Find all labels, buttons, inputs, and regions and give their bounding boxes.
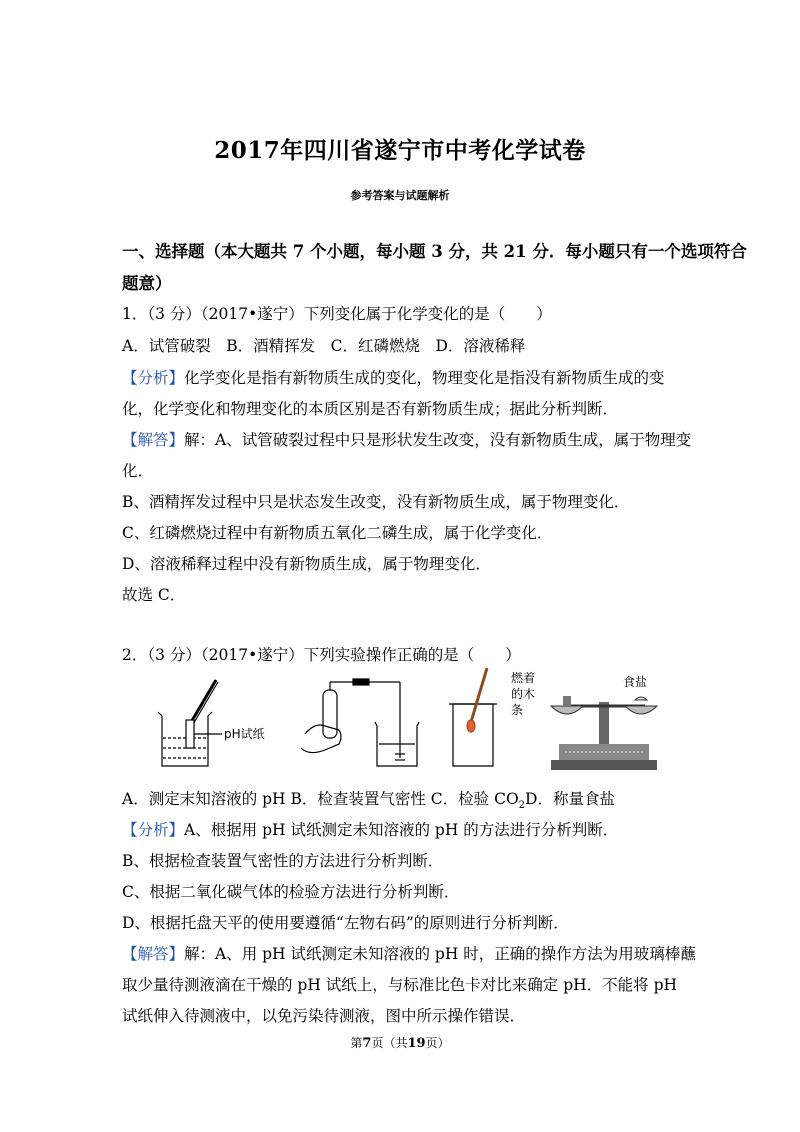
q1-answer-line5: D、溶液稀释过程中没有新物质生成，属于物理变化．: [122, 555, 491, 573]
burning-label-1: 燃着: [511, 671, 536, 685]
footer-suffix: 页）: [425, 1036, 450, 1050]
q2-options-d: D．称量食盐: [525, 790, 615, 808]
q1-analysis-line1: [122, 366, 665, 388]
q2-analysis-line2: B、根据检查装置气密性的方法进行分析判断．: [122, 852, 444, 870]
q2-analysis-line3: C、根据二氧化碳气体的检验方法进行分析判断．: [122, 883, 460, 901]
q2-options: [122, 787, 615, 811]
page-title: 2017年四川省遂宁市中考化学试卷: [214, 137, 586, 164]
q2-analysis-line1: [122, 818, 618, 840]
figure-b-airtightness: [301, 679, 419, 766]
q2-analysis-text-a: A、根据用 pH 试纸测定未知溶液的 pH 的方法进行分析判断．: [184, 821, 619, 839]
footer-middle: 页（共: [371, 1036, 408, 1050]
q2-answer-text1: 解：A、用 pH 试纸测定未知溶液的 pH 时，正确的操作方法为用玻璃棒蘸: [184, 945, 696, 963]
q2-options-subscript: 2: [518, 800, 526, 812]
salt-label: 食盐: [623, 675, 648, 689]
section-heading-line1: 一、选择题（本大题共 7 个小题，每小题 3 分，共 21 分．每小题只有一个选项符合: [122, 242, 747, 261]
figure-d-balance: [551, 674, 657, 770]
q1-answer-line3: B、酒精挥发过程中只是状态发生改变，没有新物质生成，属于物理变化．: [122, 493, 630, 511]
q2-answer-line1: [122, 942, 696, 964]
q1-options: A．试管破裂 B．酒精挥发 C．红磷燃烧 D．溶液稀释: [122, 337, 526, 355]
burning-label-2: 的木: [511, 687, 536, 701]
q1-choice: 故选 C．: [122, 586, 186, 604]
burning-label-3: 条: [511, 703, 524, 717]
q2-answer-line3: 试纸伸入待测液中，以免污染待测液，图中所示操作错误．: [122, 1007, 526, 1025]
q2-options-abc: A．测定末知溶液的 pH B．检查装置气密性 C．检验 CO: [122, 790, 519, 808]
q2-answer-line2: 取少量待测液滴在干燥的 pH 试纸上，与标准比色卡对比来确定 pH．不能将 pH: [122, 976, 678, 994]
q2-experiment-figures: [150, 664, 660, 774]
footer-prefix: 第: [350, 1036, 363, 1050]
footer-total-pages: 19: [407, 1036, 426, 1051]
q1-analysis-line2: 化，化学变化和物理变化的本质区别是否有新物质生成；据此分析判断．: [122, 400, 619, 418]
ph-paper-label: pH试纸: [224, 727, 265, 741]
page-footer: [0, 1034, 800, 1051]
q1-analysis-text1: 化学变化是指有新物质生成的变化，物理变化是指没有新物质生成的变: [184, 369, 665, 387]
section-heading-line2: 题意）: [122, 274, 172, 293]
q1-answer-line4: C、红磷燃烧过程中有新物质五氧化二磷生成，属于化学变化．: [122, 524, 553, 542]
q1-answer-line1: [122, 428, 691, 450]
figure-c-burning-stick: [449, 668, 535, 766]
q2-stem: 2．（3 分）（2017•遂宁）下列实验操作正确的是（ ）: [122, 646, 521, 664]
q1-answer-text1: 解：A、试管破裂过程中只是形状发生改变，没有新物质生成，属于物理变: [184, 431, 692, 449]
q1-answer-line2: 化．: [122, 462, 154, 480]
q2-answer-tag: 【解答】: [122, 945, 185, 963]
q1-stem: 1．（3 分）（2017•遂宁）下列变化属于化学变化的是（ ）: [122, 305, 552, 323]
q2-analysis-tag: 【分析】: [122, 821, 185, 839]
q2-analysis-line4: D、根据托盘天平的使用要遵循“左物右码”的原则进行分析判断．: [122, 914, 569, 932]
footer-page-number: 7: [362, 1036, 372, 1051]
q1-answer-tag: 【解答】: [122, 431, 185, 449]
page-subtitle: 参考答案与试题解析: [350, 189, 450, 202]
q1-analysis-tag: 【分析】: [122, 369, 185, 387]
figure-a-beaker-ph-paper: [158, 680, 265, 766]
